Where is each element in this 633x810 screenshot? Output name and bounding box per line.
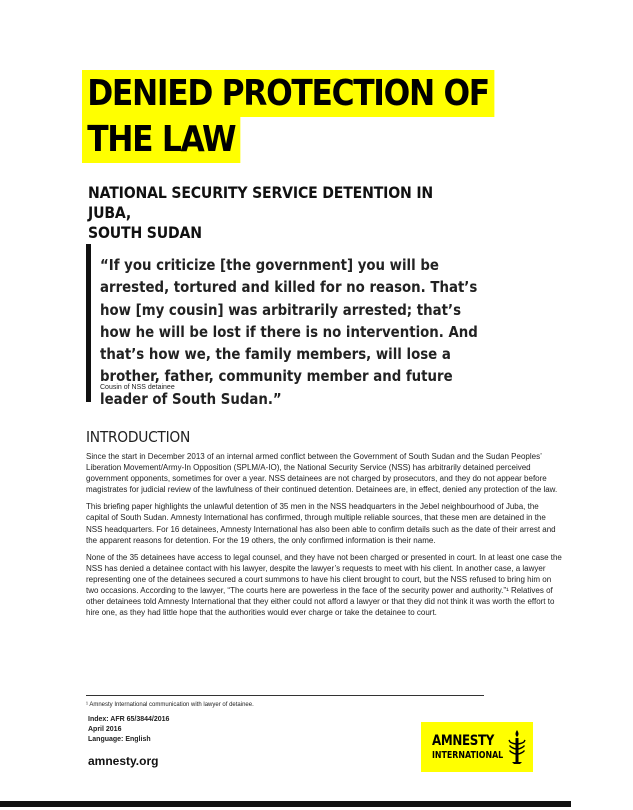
introduction-body [86, 451, 562, 624]
document-title [82, 70, 502, 163]
quote-bar [86, 244, 91, 402]
footnote: ¹ Amnesty International communication with lawyer of detainee. [86, 702, 254, 708]
document-meta [88, 715, 169, 745]
website-link[interactable]: amnesty.org [88, 754, 159, 768]
section-heading-introduction: INTRODUCTION [86, 428, 191, 446]
paragraph-2: This briefing paper highlights the unlawful detention of 35 men in the NSS headquarters in the Jebel neighbourhood of Juba, the capital of South Sudan. Amnesty International has confirmed, through multiple reliable sources, that these men are detained in the NSS headquarters. For 16 detainees, Amnesty International has also been able to confirm details such as the date of their arrest and the apparent reasons for detention. For the 19 others, the only confirmed information is their name. [86, 502, 556, 545]
meta-date: April 2016 [88, 726, 122, 733]
paragraph-1: Since the start in December 2013 of an internal armed conflict between the Government of South Sudan and the Sudan Peoples’ Liberation Movement/Army-In Opposition (SPLM/A-IO), the National Security Service (NSS) has arbitrarily detained perceived government opponents, sometimes for over a year. NSS detainees are not charged by prosecutors, and they do not appear before magistrates for judicial review of the lawfulness of their continued detention. Detainees are, in effect, denied any protection of the law. [86, 452, 558, 495]
title-line-2: THE LAW [82, 116, 241, 163]
subtitle-line-2: SOUTH SUDAN [88, 223, 202, 242]
subtitle-line-1: NATIONAL SECURITY SERVICE DETENTION IN JUBA, [88, 183, 434, 222]
title-line-1: DENIED PROTECTION OF [82, 70, 494, 117]
paragraph-3: None of the 35 detainees have access to legal counsel, and they have not been charged or presented in court. In at least one case the NSS has denied a detainee contact with his lawyer, despite the lawyer’s requests to meet with his client. In another case, a lawyer representing one of the detainees secured a court summons to have his client brought to court, but the NSS refused to bring him on two occasions. According to the lawyer, “The courts here are powerless in the face of the security power and authority.”¹ Relatives of other detainees told Amnesty International that they either could not afford a lawyer or that they did not think it was worth the effort to hire one, as they had little hope that the authorities would ever charge or take the detainee to court. [86, 552, 562, 618]
meta-language: Language: English [88, 736, 151, 743]
pull-quote: “If you criticize [the government] you will be arrested, tortured and killed for no reason. That’s how [my cousin] was arbitrarily arrested; that’s how he will be lost if there is no intervention. And that’s how we, the family members, will lose a brother, father, community member and future leader of South Sudan.” [100, 256, 478, 408]
amnesty-logo [421, 722, 533, 772]
document-subtitle [88, 183, 458, 243]
page-bottom-edge [0, 801, 571, 807]
logo-word-international: INTERNATIONAL [432, 750, 504, 761]
meta-index: Index: AFR 65/3844/2016 [88, 716, 170, 723]
logo-word-amnesty: AMNESTY [432, 733, 495, 749]
quote-source: Cousin of NSS detainee [100, 384, 175, 391]
candle-barbed-wire-icon [507, 729, 527, 765]
page-margin-right [571, 0, 633, 810]
footnote-divider [86, 695, 484, 696]
